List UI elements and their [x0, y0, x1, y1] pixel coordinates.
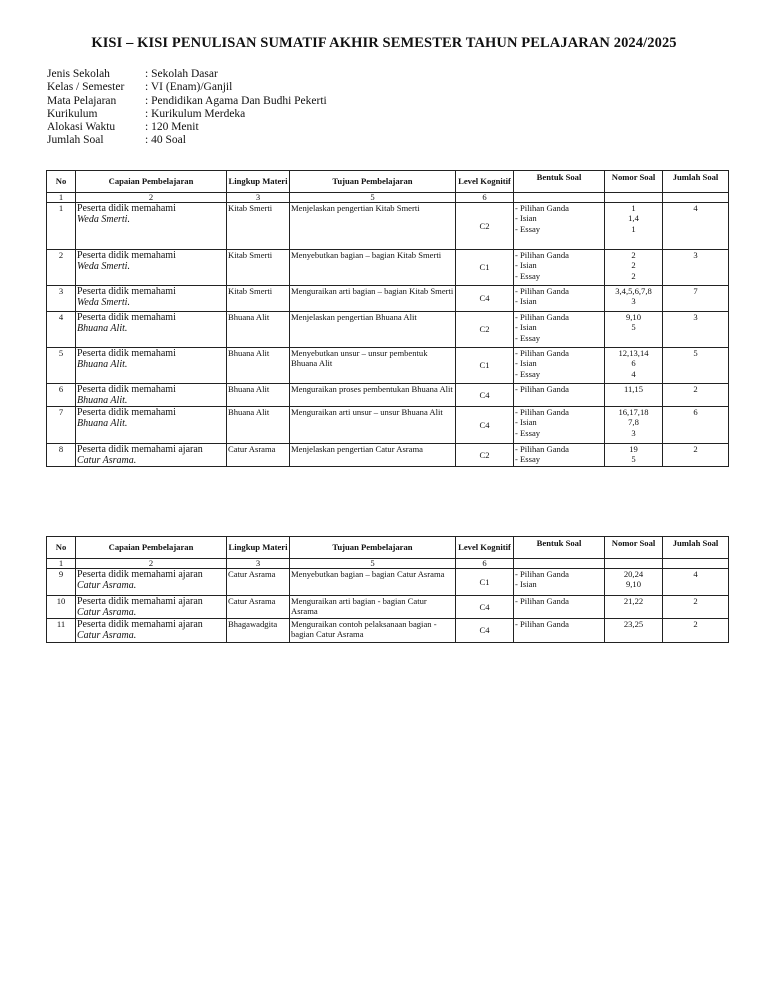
capaian-text: Peserta didik memahami ajaran: [77, 444, 203, 455]
capaian-text: Peserta didik memahami ajaran: [77, 619, 203, 630]
capaian-text: Peserta didik memahami: [77, 250, 176, 261]
info-label: Mata Pelajaran: [47, 94, 117, 107]
info-row: [47, 81, 327, 94]
column-number: 5: [290, 559, 456, 569]
capaian-text: Peserta didik memahami: [77, 203, 176, 214]
nomor-item: 16,17,18: [618, 407, 649, 417]
capaian-cell: [76, 312, 227, 348]
tujuan-pembelajaran: Menjelaskan pengertian Kitab Smerti: [290, 203, 456, 250]
row-number: 1: [47, 203, 76, 250]
bentuk-item: - Pilihan Ganda: [515, 348, 569, 358]
capaian-text: Peserta didik memahami ajaran: [77, 596, 203, 607]
jumlah-soal: 4: [663, 203, 729, 250]
level-kognitif: C4: [456, 286, 514, 312]
column-number: [605, 193, 663, 203]
info-value: : Pendidikan Agama Dan Budhi Pekerti: [145, 94, 327, 107]
nomor-item: 12,13,14: [618, 348, 649, 358]
nomor-soal: [605, 312, 663, 348]
column-number: 6: [456, 559, 514, 569]
jumlah-soal: 6: [663, 407, 729, 444]
capaian-text: Peserta didik memahami: [77, 384, 176, 395]
row-number: 9: [47, 569, 76, 596]
info-row: [47, 108, 327, 121]
nomor-item: 9,10: [625, 312, 642, 322]
tujuan-pembelajaran: Menguraikan contoh pelaksanaan bagian - bagian Catur Asrama: [290, 619, 456, 643]
level-kognitif: C2: [456, 312, 514, 348]
header-nomor: Nomor Soal: [605, 537, 663, 559]
table-row: [47, 312, 729, 348]
row-number: 7: [47, 407, 76, 444]
table-row: [47, 596, 729, 619]
capaian-topic: Bhuana Alit.: [77, 395, 128, 406]
bentuk-soal: [514, 250, 605, 286]
header-capaian: Capaian Pembelajaran: [76, 171, 227, 193]
bentuk-soal: [514, 444, 605, 467]
table-row: [47, 407, 729, 444]
lingkup-materi: Bhuana Alit: [227, 384, 290, 407]
info-row: [47, 121, 327, 134]
column-number: 2: [76, 193, 227, 203]
bentuk-item: - Pilihan Ganda: [515, 569, 569, 579]
lingkup-materi: Kitab Smerti: [227, 203, 290, 250]
bentuk-item: - Pilihan Ganda: [515, 203, 569, 213]
column-number: [605, 559, 663, 569]
tujuan-pembelajaran: Menjelaskan pengertian Catur Asrama: [290, 444, 456, 467]
nomor-item: 7,8: [628, 417, 639, 428]
level-kognitif: C1: [456, 250, 514, 286]
bentuk-item: - Essay: [515, 454, 541, 465]
level-kognitif: C4: [456, 619, 514, 643]
table-row: [47, 384, 729, 407]
capaian-topic: Catur Asrama.: [77, 607, 137, 618]
tujuan-pembelajaran: Menyebutkan bagian – bagian Catur Asrama: [290, 569, 456, 596]
header-nomor: Nomor Soal: [605, 171, 663, 193]
nomor-soal: [605, 250, 663, 286]
bentuk-soal: [514, 203, 605, 250]
nomor-item: 11,15: [623, 384, 644, 394]
info-row: [47, 134, 327, 147]
header-row: [47, 171, 729, 193]
capaian-cell: [76, 250, 227, 286]
row-number: 4: [47, 312, 76, 348]
capaian-topic: Weda Smerti.: [77, 261, 130, 272]
header-no: No: [47, 537, 76, 559]
bentuk-item: - Pilihan Ganda: [515, 596, 569, 606]
bentuk-soal: [514, 407, 605, 444]
bentuk-item: - Pilihan Ganda: [515, 619, 569, 629]
nomor-item: 2: [631, 270, 636, 281]
info-label: Kelas / Semester: [47, 81, 125, 94]
column-number: 6: [456, 193, 514, 203]
column-number-row: [47, 193, 729, 203]
jumlah-soal: 2: [663, 619, 729, 643]
bentuk-item: - Isian: [515, 358, 537, 369]
header-jumlah: Jumlah Soal: [663, 537, 729, 559]
row-number: 10: [47, 596, 76, 619]
bentuk-soal: [514, 619, 605, 643]
capaian-cell: [76, 407, 227, 444]
nomor-item: 4: [631, 368, 636, 379]
bentuk-soal: [514, 312, 605, 348]
bentuk-item: - Isian: [515, 322, 537, 333]
level-kognitif: C2: [456, 203, 514, 250]
capaian-topic: Catur Asrama.: [77, 455, 137, 466]
bentuk-soal: [514, 569, 605, 596]
jumlah-soal: 2: [663, 444, 729, 467]
nomor-soal: [605, 384, 663, 407]
row-number: 6: [47, 384, 76, 407]
capaian-topic: Weda Smerti.: [77, 297, 130, 308]
nomor-soal: [605, 596, 663, 619]
lingkup-materi: Bhagawadgita: [227, 619, 290, 643]
info-row: [47, 95, 327, 108]
capaian-topic: Catur Asrama.: [77, 630, 137, 641]
nomor-soal: [605, 286, 663, 312]
nomor-item: 1,4: [628, 213, 639, 224]
column-number-row: [47, 559, 729, 569]
capaian-text: Peserta didik memahami: [77, 286, 176, 297]
column-number: [514, 559, 605, 569]
header-level: Level Kognitif: [456, 171, 514, 193]
header-row: [47, 537, 729, 559]
table-row: [47, 203, 729, 250]
nomor-soal: [605, 569, 663, 596]
table-row: [47, 286, 729, 312]
tujuan-pembelajaran: Menguraikan arti unsur – unsur Bhuana Alit: [290, 407, 456, 444]
lingkup-materi: Catur Asrama: [227, 569, 290, 596]
info-label: Kurikulum: [47, 107, 98, 120]
header-lingkup: Lingkup Materi: [227, 171, 290, 193]
bentuk-item: - Essay: [515, 223, 541, 234]
info-label: Alokasi Waktu: [47, 121, 116, 134]
tujuan-pembelajaran: Menyebutkan bagian – bagian Kitab Smerti: [290, 250, 456, 286]
capaian-cell: [76, 619, 227, 643]
bentuk-soal: [514, 384, 605, 407]
table-row: [47, 444, 729, 467]
column-number: 5: [290, 193, 456, 203]
bentuk-item: - Pilihan Ganda: [515, 312, 569, 322]
bentuk-item: - Isian: [515, 296, 537, 307]
bentuk-item: - Pilihan Ganda: [515, 407, 569, 417]
nomor-soal: [605, 619, 663, 643]
capaian-topic: Catur Asrama.: [77, 580, 137, 591]
bentuk-item: - Essay: [515, 332, 541, 343]
jumlah-soal: 5: [663, 348, 729, 384]
lingkup-materi: Catur Asrama: [227, 596, 290, 619]
tujuan-pembelajaran: Menyebutkan unsur – unsur pembentuk Bhuana Alit: [290, 348, 456, 384]
column-number: [514, 193, 605, 203]
lingkup-materi: Kitab Smerti: [227, 250, 290, 286]
capaian-cell: [76, 444, 227, 467]
header-bentuk: Bentuk Soal: [514, 537, 605, 559]
jumlah-soal: 3: [663, 312, 729, 348]
bentuk-item: - Isian: [515, 579, 537, 590]
row-number: 3: [47, 286, 76, 312]
nomor-item: 3,4,5,6,7,8: [615, 286, 652, 296]
info-value: : VI (Enam)/Ganjil: [145, 81, 233, 94]
capaian-text: Peserta didik memahami: [77, 312, 176, 323]
bentuk-item: - Essay: [515, 368, 541, 379]
nomor-item: 19: [629, 444, 638, 454]
column-number: [663, 193, 729, 203]
bentuk-soal: [514, 596, 605, 619]
level-kognitif: C1: [456, 569, 514, 596]
nomor-item: 9,10: [625, 579, 642, 590]
level-kognitif: C4: [456, 596, 514, 619]
capaian-cell: [76, 203, 227, 250]
capaian-topic: Bhuana Alit.: [77, 359, 128, 370]
column-number: 1: [47, 559, 76, 569]
column-number: 3: [227, 193, 290, 203]
column-number: 2: [76, 559, 227, 569]
jumlah-soal: 2: [663, 596, 729, 619]
capaian-text: Peserta didik memahami ajaran: [77, 569, 203, 580]
capaian-cell: [76, 596, 227, 619]
column-number: 1: [47, 193, 76, 203]
table-row: [47, 250, 729, 286]
nomor-soal: [605, 407, 663, 444]
capaian-cell: [76, 348, 227, 384]
nomor-soal: [605, 203, 663, 250]
nomor-item: 3: [631, 427, 636, 438]
nomor-item: 3: [631, 296, 636, 307]
capaian-cell: [76, 569, 227, 596]
bentuk-item: - Essay: [515, 427, 541, 438]
kisi-table-2: [46, 536, 729, 643]
capaian-text: Peserta didik memahami: [77, 407, 176, 418]
info-value: : Sekolah Dasar: [145, 68, 218, 80]
jumlah-soal: 4: [663, 569, 729, 596]
header-level: Level Kognitif: [456, 537, 514, 559]
header-capaian: Capaian Pembelajaran: [76, 537, 227, 559]
header-jumlah: Jumlah Soal: [663, 171, 729, 193]
nomor-item: 20,24: [623, 569, 644, 579]
document-title: KISI – KISI PENULISAN SUMATIF AKHIR SEMESTER TAHUN PELAJARAN 2024/2025: [91, 35, 677, 51]
info-row: [47, 68, 327, 81]
nomor-item: 23,25: [623, 619, 644, 629]
info-label: Jumlah Soal: [47, 134, 104, 147]
nomor-item: 21,22: [623, 596, 644, 606]
nomor-soal: [605, 444, 663, 467]
level-kognitif: C4: [456, 384, 514, 407]
table-row: [47, 348, 729, 384]
lingkup-materi: Bhuana Alit: [227, 407, 290, 444]
capaian-text: Peserta didik memahami: [77, 348, 176, 359]
tujuan-pembelajaran: Menguraikan proses pembentukan Bhuana Alit: [290, 384, 456, 407]
tujuan-pembelajaran: Menjelaskan pengertian Bhuana Alit: [290, 312, 456, 348]
nomor-item: 2: [631, 250, 636, 260]
kisi-table-1: [46, 170, 729, 467]
bentuk-item: - Essay: [515, 270, 541, 281]
row-number: 8: [47, 444, 76, 467]
bentuk-item: - Isian: [515, 260, 537, 271]
capaian-cell: [76, 286, 227, 312]
info-label: Jenis Sekolah: [47, 68, 110, 80]
row-number: 11: [47, 619, 76, 643]
tujuan-pembelajaran: Menguraikan arti bagian – bagian Kitab Smerti: [290, 286, 456, 312]
info-value: : 120 Menit: [145, 121, 199, 134]
lingkup-materi: Catur Asrama: [227, 444, 290, 467]
header-bentuk: Bentuk Soal: [514, 171, 605, 193]
capaian-topic: Bhuana Alit.: [77, 418, 128, 429]
row-number: 2: [47, 250, 76, 286]
bentuk-item: - Pilihan Ganda: [515, 286, 569, 296]
lingkup-materi: Bhuana Alit: [227, 348, 290, 384]
table-row: [47, 569, 729, 596]
lingkup-materi: Bhuana Alit: [227, 312, 290, 348]
bentuk-soal: [514, 348, 605, 384]
bentuk-item: - Isian: [515, 417, 537, 428]
row-number: 5: [47, 348, 76, 384]
document-info: [47, 68, 327, 148]
table-row: [47, 619, 729, 643]
nomor-item: 1: [631, 223, 636, 234]
level-kognitif: C1: [456, 348, 514, 384]
capaian-cell: [76, 384, 227, 407]
capaian-topic: Bhuana Alit.: [77, 323, 128, 334]
bentuk-item: - Isian: [515, 213, 537, 224]
header-tujuan: Tujuan Pembelajaran: [290, 171, 456, 193]
nomor-item: 2: [631, 260, 636, 271]
nomor-item: 5: [631, 322, 636, 333]
header-no: No: [47, 171, 76, 193]
header-tujuan: Tujuan Pembelajaran: [290, 537, 456, 559]
level-kognitif: C4: [456, 407, 514, 444]
nomor-item: 1: [631, 203, 636, 213]
info-value: : Kurikulum Merdeka: [145, 107, 246, 120]
bentuk-item: - Pilihan Ganda: [515, 444, 569, 454]
column-number: [663, 559, 729, 569]
capaian-topic: Weda Smerti.: [77, 214, 130, 225]
jumlah-soal: 2: [663, 384, 729, 407]
jumlah-soal: 3: [663, 250, 729, 286]
bentuk-soal: [514, 286, 605, 312]
lingkup-materi: Kitab Smerti: [227, 286, 290, 312]
nomor-soal: [605, 348, 663, 384]
nomor-item: 6: [631, 358, 636, 369]
nomor-item: 5: [631, 454, 636, 465]
info-value: : 40 Soal: [145, 134, 186, 147]
tujuan-pembelajaran: Menguraikan arti bagian - bagian Catur Asrama: [290, 596, 456, 619]
header-lingkup: Lingkup Materi: [227, 537, 290, 559]
jumlah-soal: 7: [663, 286, 729, 312]
bentuk-item: - Pilihan Ganda: [515, 384, 569, 394]
bentuk-item: - Pilihan Ganda: [515, 250, 569, 260]
level-kognitif: C2: [456, 444, 514, 467]
column-number: 3: [227, 559, 290, 569]
